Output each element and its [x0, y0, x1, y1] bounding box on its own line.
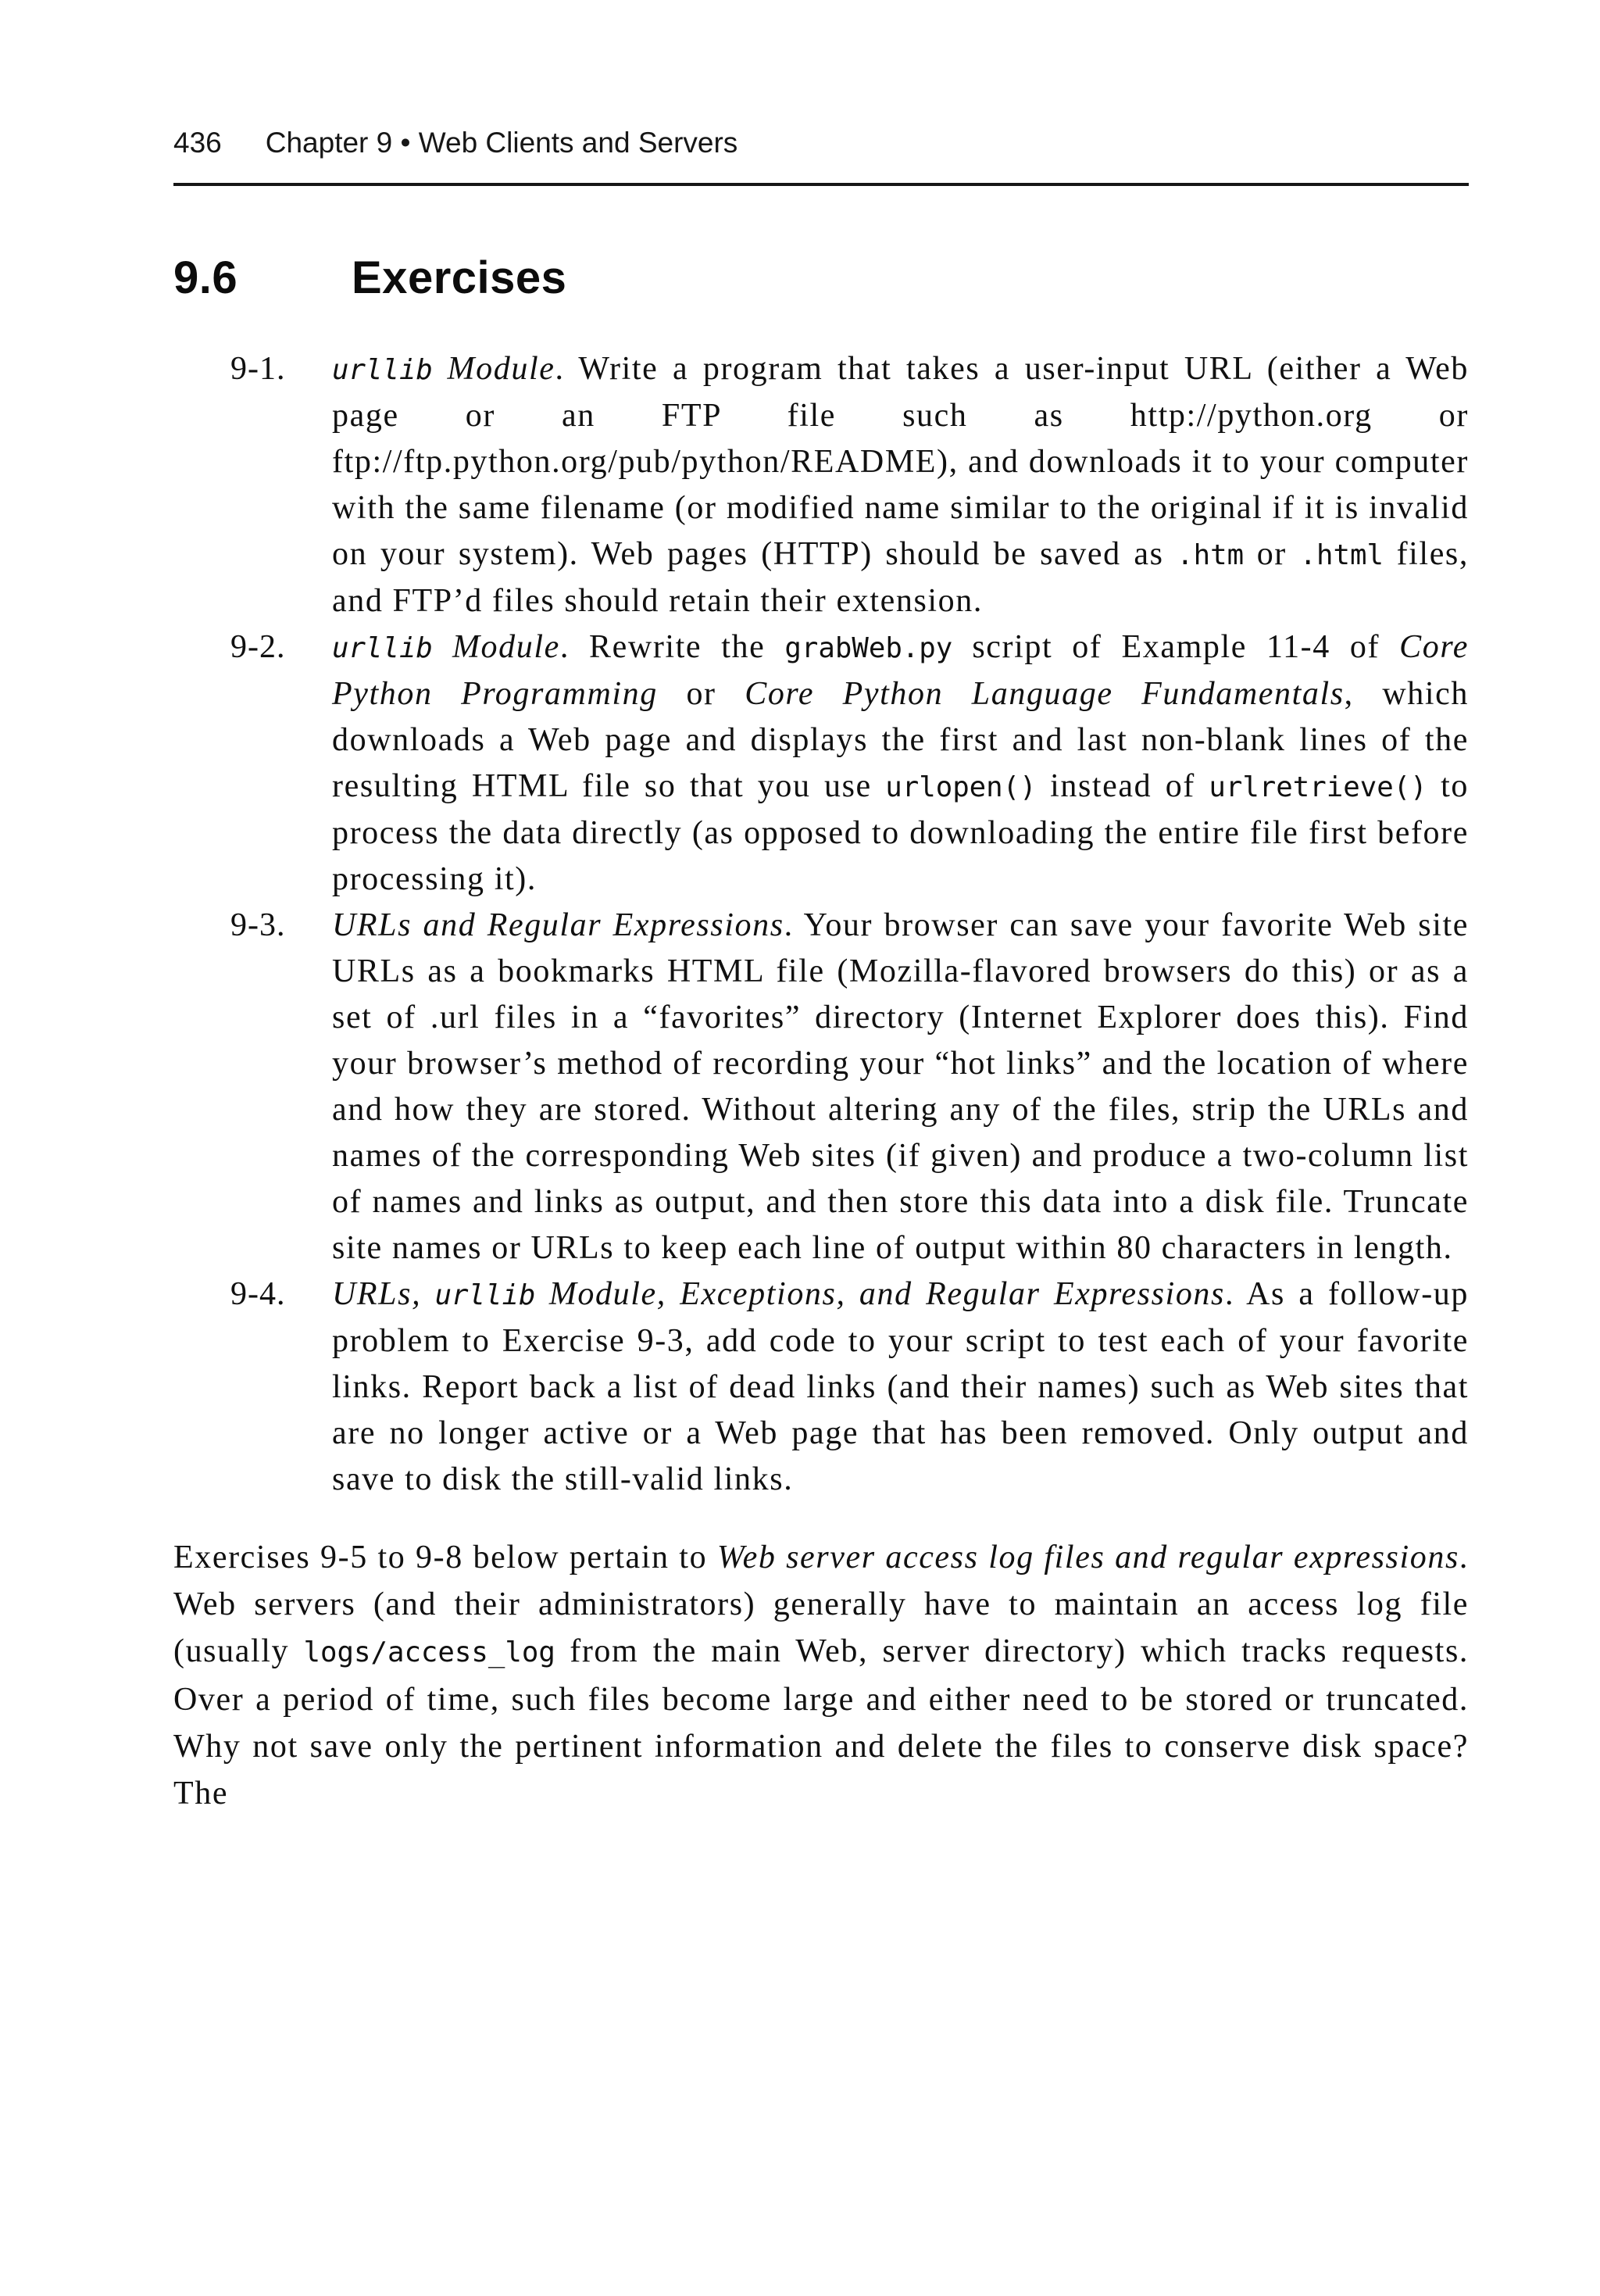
text-run: . Write a program that takes a user-input URL (either a Web page or an FTP file such as http://python.org or ftp://ftp.python.org/pub/python/README), and downloads it to your computer with the same filename (or modified name similar to the original if it is invalid on your system). Web pages (HTTP) should be saved as: [332, 351, 1469, 572]
exercise-number: 9-1.: [230, 351, 286, 387]
exercise-number: 9-2.: [230, 629, 286, 665]
text-run: Core Python Language Fundamentals: [745, 676, 1345, 712]
exercise-body: [332, 1271, 1469, 1503]
text-run: grabWeb.py: [784, 632, 953, 664]
chapter-title: Chapter 9 • Web Clients and Servers: [265, 127, 738, 159]
exercise-item-9-3: [230, 903, 1469, 1271]
exercise-list: [230, 346, 1469, 1503]
text-run: urllib: [332, 632, 433, 664]
section-title: Exercises: [352, 252, 567, 303]
exercise-number: 9-4.: [230, 1276, 286, 1312]
text-run: to process the data directly (as opposed to downloading the entire file first before processing it).: [332, 768, 1469, 897]
text-run: or: [657, 676, 745, 712]
text-run: from the main Web, server directory) which tracks requests. Over a period of time, such files become large and either need to be stored or truncated. Why not save only the pertinent information and delete the files to conserve disk space? The: [173, 1633, 1469, 1811]
exercise-item-9-1: [230, 346, 1469, 624]
exercise-body: [332, 624, 1469, 903]
closing-paragraph: [173, 1534, 1469, 1817]
text-run: instead of: [1036, 768, 1209, 804]
text-run: urllib: [332, 354, 433, 386]
exercise-item-9-2: [230, 624, 1469, 903]
text-run: or: [1244, 536, 1300, 572]
text-run: URLs,: [332, 1276, 435, 1312]
text-run: Module: [432, 351, 555, 387]
text-run: URLs and Regular Expressions: [332, 907, 784, 943]
text-run: Web server access log files and regular expressions: [716, 1540, 1459, 1575]
text-run: urllib: [434, 1279, 536, 1311]
running-header: [173, 127, 1469, 159]
exercise-item-9-4: [230, 1271, 1469, 1503]
text-run: urlopen(): [885, 771, 1037, 803]
text-run: , which downloads a Web page and displays the first and last non-blank lines of the resulting HTML file so that you use: [332, 676, 1469, 804]
header-rule: [173, 183, 1469, 186]
text-run: . Web servers (and their administrators) generally have to maintain an access log file (usually: [173, 1540, 1469, 1669]
text-run: files, and FTP’d files should retain their extension.: [332, 536, 1469, 619]
section-number: 9.6: [173, 252, 238, 303]
text-run: . Rewrite the: [559, 629, 785, 665]
text-run: Module, Exceptions, and Regular Expressions: [535, 1276, 1225, 1312]
text-run: Module: [432, 629, 560, 665]
section-heading: [173, 252, 1469, 304]
text-run: .html: [1299, 539, 1384, 571]
exercise-body: [332, 903, 1469, 1271]
text-run: urlretrieve(): [1209, 771, 1427, 803]
exercise-body: [332, 346, 1469, 624]
text-run: . As a follow-up problem to Exercise 9-3, add code to your script to test each of your favorite links. Report back a list of dead links (and their names) such as Web sites that are no longer active or a Web page that has been removed. Only output and save to disk the still-valid links.: [332, 1276, 1470, 1497]
text-run: Exercises 9-5 to 9-8 below pertain to: [173, 1540, 717, 1575]
text-run: Core Python Programming: [332, 629, 1470, 712]
text-run: script of Example 11-4 of: [952, 629, 1400, 665]
text-run: .htm: [1177, 539, 1245, 571]
text-run: logs/access_log: [303, 1636, 555, 1668]
exercise-number: 9-3.: [230, 907, 286, 943]
page-number: 436: [173, 127, 222, 159]
text-run: . Your browser can save your favorite Web site URLs as a bookmarks HTML file (Mozilla-flavored browsers do this) or as a set of .url files in a “favorites” directory (Internet Explorer does this). Find your browser’s method of recording your “hot links” and the location of where and how they are stored. Without altering any of the files, strip the URLs and names of the corresponding Web sites (if given) and produce a two-column list of names and links as output, and then store this data into a disk file. Truncate site names or URLs to keep each line of output within 80 characters in length.: [332, 907, 1469, 1266]
